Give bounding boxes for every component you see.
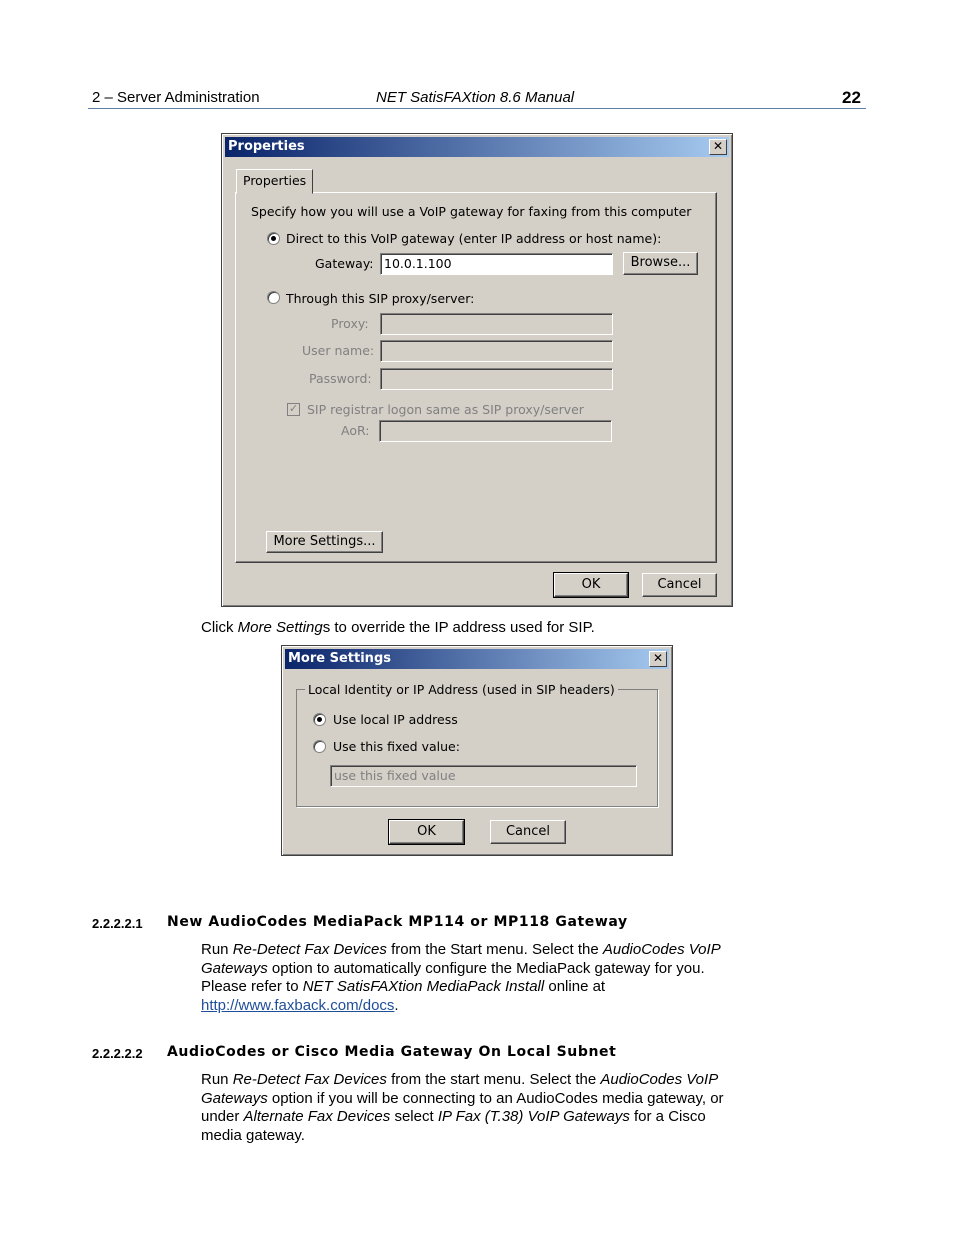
section2-body: [201, 1071, 746, 1145]
tab-properties-label: Properties: [243, 173, 307, 188]
s2-t3: option if you will be connecting to an AudioCodes media gateway, or under: [201, 1089, 724, 1125]
tab-properties[interactable]: [236, 169, 313, 194]
gateway-label: Gateway:: [315, 256, 374, 271]
page-number: 22: [842, 88, 861, 107]
s1-t2: from the Start menu. Select the: [386, 941, 603, 958]
s1-i1: Re-Detect Fax Devices: [232, 941, 387, 958]
registrar-checkbox[interactable]: ✓: [288, 403, 299, 415]
local-identity-group-label: Local Identity or IP Address (used in SIP headers): [305, 682, 618, 697]
s1-t4: online at: [544, 978, 606, 995]
caption: [201, 619, 595, 638]
gateway-input[interactable]: [380, 253, 613, 275]
s2-t4: select: [390, 1108, 438, 1125]
section1-body: [201, 941, 741, 1015]
s1-i2: AudioCodes VoIP Gateways: [201, 941, 721, 977]
use-local-ip-radio[interactable]: [313, 713, 326, 726]
s1-t3: option to automatically configure the MediaPack gateway for you. Please refer to: [201, 959, 705, 995]
s2-i1: Re-Detect Fax Devices: [232, 1071, 387, 1088]
s2-t2: from the start menu. Select the: [386, 1071, 601, 1088]
ok-button[interactable]: OK: [554, 573, 628, 597]
s2-i4: IP Fax (T.38) VoIP Gateways: [437, 1108, 630, 1125]
s2-i2: AudioCodes VoIP Gateways: [201, 1071, 718, 1107]
caption-emphasis: More Setting: [237, 619, 323, 636]
registrar-label[interactable]: SIP registrar logon same as SIP proxy/server: [307, 402, 584, 417]
more-settings-titlebar: [285, 649, 669, 669]
use-fixed-value-label[interactable]: Use this fixed value:: [333, 739, 460, 754]
section1-title: New AudioCodes MediaPack MP114 or MP118 Gateway: [167, 914, 628, 930]
more-settings-button[interactable]: More Settings...: [266, 531, 383, 553]
aor-input[interactable]: [379, 420, 612, 442]
more-settings-dialog: [281, 645, 673, 856]
close-icon[interactable]: ✕: [709, 139, 727, 155]
s1-i3: NET SatisFAXtion MediaPack Install: [302, 978, 545, 995]
s2-i3: Alternate Fax Devices: [243, 1108, 391, 1125]
caption-prefix: Click: [201, 619, 238, 636]
username-label: User name:: [302, 343, 375, 358]
gateway-value: 10.0.1.100: [384, 256, 452, 271]
caption-rest: s to override the IP address used for SIP.: [322, 619, 595, 636]
more-settings-title: More Settings: [288, 651, 391, 666]
more-settings-cancel-button[interactable]: Cancel: [490, 820, 566, 844]
tab-panel: [235, 192, 717, 563]
section1-number: 2.2.2.2.1: [92, 916, 143, 931]
chapter-title: 2 – Server Administration: [92, 89, 260, 106]
faxback-docs-link[interactable]: http://www.faxback.com/docs: [201, 996, 395, 1014]
properties-dialog: [221, 133, 733, 607]
s2-t1: Run: [201, 1071, 233, 1088]
header-rule: [88, 108, 866, 109]
password-input[interactable]: [380, 368, 613, 390]
username-input[interactable]: [380, 340, 613, 362]
s2-t5: for a Cisco media gateway.: [201, 1108, 706, 1144]
browse-button[interactable]: Browse...: [623, 252, 698, 275]
password-label: Password:: [309, 371, 372, 386]
cancel-button[interactable]: Cancel: [642, 573, 717, 597]
section2-title: AudioCodes or Cisco Media Gateway On Local Subnet: [167, 1044, 617, 1060]
sip-proxy-radio[interactable]: [267, 291, 280, 304]
fixed-value-placeholder: use this fixed value: [334, 768, 456, 783]
close-icon[interactable]: ✕: [649, 651, 667, 667]
manual-title: NET SatisFAXtion 8.6 Manual: [376, 89, 575, 106]
fixed-value-input[interactable]: [330, 765, 637, 787]
instruction-text: Specify how you will use a VoIP gateway for faxing from this computer: [251, 204, 692, 219]
properties-title: Properties: [228, 139, 305, 154]
use-local-ip-label[interactable]: Use local IP address: [333, 712, 458, 727]
s1-t5: .: [394, 996, 399, 1014]
section2-number: 2.2.2.2.2: [92, 1046, 143, 1061]
properties-titlebar: [225, 137, 729, 157]
s1-t1: Run: [201, 941, 233, 958]
use-fixed-value-radio[interactable]: [313, 740, 326, 753]
direct-gateway-radio[interactable]: [267, 232, 280, 245]
sip-proxy-label[interactable]: Through this SIP proxy/server:: [286, 291, 475, 306]
proxy-input[interactable]: [380, 313, 613, 335]
proxy-label: Proxy:: [331, 316, 369, 331]
more-settings-ok-button[interactable]: OK: [389, 820, 464, 844]
direct-gateway-label[interactable]: Direct to this VoIP gateway (enter IP address or host name):: [286, 231, 662, 246]
aor-label: AoR:: [341, 423, 370, 438]
